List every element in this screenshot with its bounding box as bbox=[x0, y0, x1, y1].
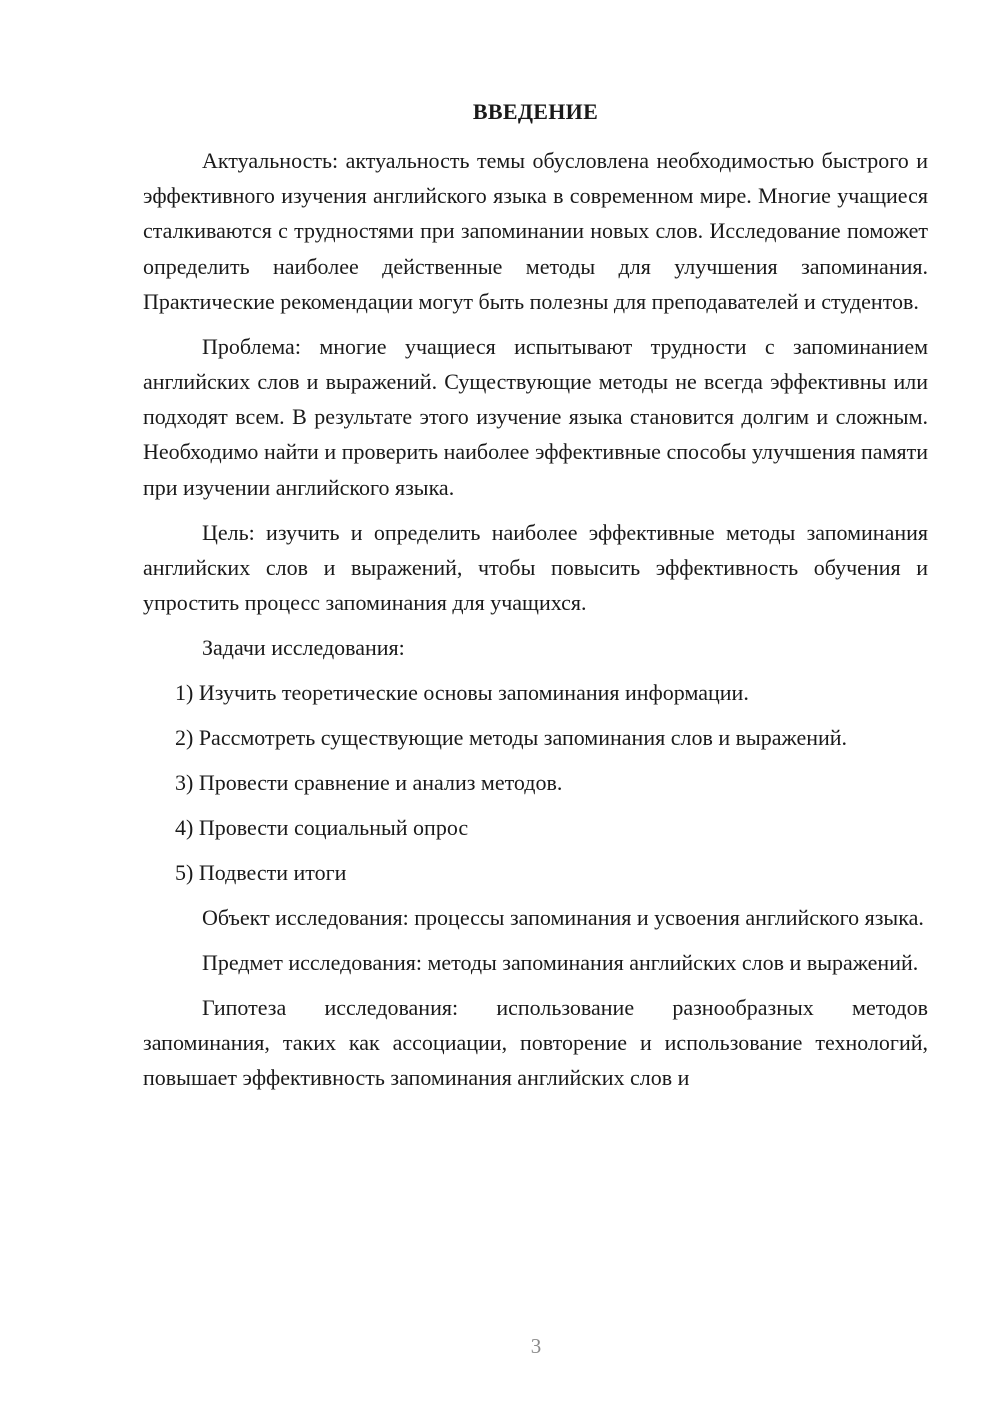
tasks-title: Задачи исследования: bbox=[202, 635, 405, 661]
hypothesis-paragraph: Гипотеза исследования: использование разнообразных методов запоминания, таких как ассоциации, повторение и использование технологий, повышает эффективность запоминания английских слов и bbox=[143, 995, 928, 1091]
goal-paragraph: Цель: изучить и определить наиболее эффективные методы запоминания английских слов и выражений, чтобы повысить эффективность обучения и упростить процесс запоминания для учащихся. bbox=[143, 519, 928, 616]
page-content bbox=[143, 94, 928, 1096]
task-item-2: 2) Рассмотреть существующие методы запоминания слов и выражений. bbox=[175, 725, 848, 751]
relevance-paragraph: Актуальность: актуальность темы обусловлена необходимостью быстрого и эффективного изучения английского языка в современном мире. Многие учащиеся сталкиваются с трудностями при запоминании новых слов. Исследование поможет определить наиболее действенные методы для улучшения запоминания. Практические рекомендации могут быть полезны для преподавателей и студентов. bbox=[143, 148, 928, 314]
page-number: 3 bbox=[530, 1334, 542, 1358]
problem-paragraph: Проблема: многие учащиеся испытывают трудности с запоминанием английских слов и выражений. Существующие методы не всегда эффективны или подходят всем. В результате этого изучение языка становится долгим и сложным. Необходимо найти и проверить наиболее эффективные способы улучшения памяти при изучении английского языка. bbox=[143, 333, 928, 500]
subject-paragraph: Предмет исследования: методы запоминания английских слов и выражений. bbox=[202, 950, 919, 976]
task-item-1: 1) Изучить теоретические основы запоминания информации. bbox=[175, 680, 749, 706]
section-heading: ВВЕДЕНИЕ bbox=[472, 99, 599, 124]
task-item-5: 5) Подвести итоги bbox=[175, 860, 347, 886]
task-item-3: 3) Провести сравнение и анализ методов. bbox=[175, 770, 563, 796]
task-item-4: 4) Провести социальный опрос bbox=[175, 815, 469, 841]
object-paragraph: Объект исследования: процессы запоминания и усвоения английского языка. bbox=[202, 905, 924, 931]
